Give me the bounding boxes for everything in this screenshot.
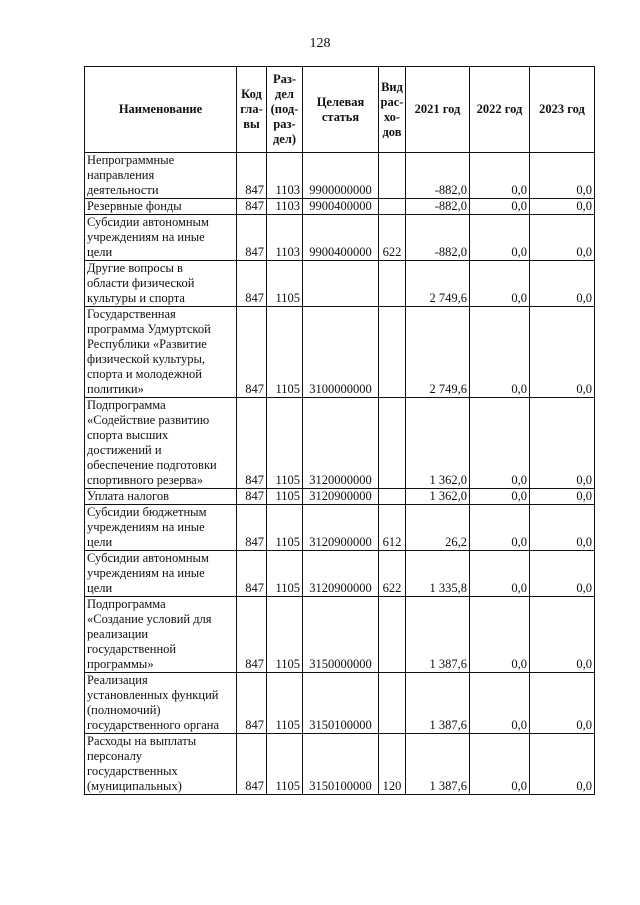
amount-2021-cell: -882,0 — [406, 215, 470, 261]
amount-2021-cell: -882,0 — [406, 199, 470, 215]
row-name-line: персоналу — [87, 749, 143, 763]
page-number: 128 — [309, 36, 331, 51]
section-cell: 1105 — [267, 261, 303, 307]
row-name-line: Другие вопросы в — [87, 261, 183, 275]
section-cell: 1105 — [267, 398, 303, 489]
target-cell: 3120900000 — [303, 551, 379, 597]
amount-2021-cell: 2 749,6 — [406, 261, 470, 307]
amount-2022-cell: 0,0 — [470, 261, 530, 307]
amount-2023-cell: 0,0 — [530, 673, 595, 734]
target-cell: 9900400000 — [303, 215, 379, 261]
row-name-line: физической культуры, — [87, 352, 205, 366]
row-name-line: учреждениям на иные — [87, 520, 205, 534]
table-row — [85, 261, 595, 307]
amount-2023-cell: 0,0 — [530, 398, 595, 489]
row-name-line: Реализация — [87, 673, 148, 687]
row-name-cell — [85, 261, 237, 307]
table-row — [85, 398, 595, 489]
row-name-cell — [85, 597, 237, 673]
section-cell: 1105 — [267, 307, 303, 398]
type-cell — [379, 398, 406, 489]
header-line: (под- — [270, 102, 299, 116]
header-2022: 2022 год — [470, 67, 530, 153]
target-cell — [303, 261, 379, 307]
amount-2023-cell: 0,0 — [530, 551, 595, 597]
row-name-line: Субсидии автономным — [87, 215, 209, 229]
code-cell: 847 — [237, 153, 267, 199]
row-name-line: Расходы на выплаты — [87, 734, 197, 748]
amount-2022-cell: 0,0 — [470, 398, 530, 489]
row-name-line: обеспечение подготовки — [87, 458, 217, 472]
header-target — [303, 67, 379, 153]
target-cell: 3150000000 — [303, 597, 379, 673]
table-row — [85, 597, 595, 673]
row-name-line: реализации — [87, 627, 149, 641]
target-cell: 9900400000 — [303, 199, 379, 215]
amount-2021-cell: 1 335,8 — [406, 551, 470, 597]
row-name-line: политики» — [87, 382, 144, 396]
row-name-line: Подпрограмма — [87, 398, 166, 412]
row-name-line: государственного органа — [87, 718, 220, 732]
code-cell: 847 — [237, 307, 267, 398]
row-name-line: Республики «Развитие — [87, 337, 207, 351]
row-name-line: спорта и молодежной — [87, 367, 202, 381]
row-name-cell — [85, 551, 237, 597]
table-row — [85, 551, 595, 597]
row-name-line: Резервные фонды — [87, 199, 182, 213]
type-cell — [379, 199, 406, 215]
section-cell: 1105 — [267, 673, 303, 734]
row-name-cell — [85, 307, 237, 398]
amount-2021-cell: 26,2 — [406, 505, 470, 551]
header-name: Наименование — [85, 67, 237, 153]
header-line: дел — [275, 87, 294, 101]
amount-2023-cell: 0,0 — [530, 199, 595, 215]
header-line: дов — [382, 124, 402, 139]
amount-2022-cell: 0,0 — [470, 673, 530, 734]
row-name-line: «Создание условий для — [87, 612, 212, 626]
row-name-cell — [85, 398, 237, 489]
code-cell: 847 — [237, 215, 267, 261]
row-name-line: государственных — [87, 764, 178, 778]
row-name-line: (полномочий) — [87, 703, 161, 717]
section-cell: 1103 — [267, 199, 303, 215]
amount-2022-cell: 0,0 — [470, 215, 530, 261]
code-cell: 847 — [237, 505, 267, 551]
row-name-line: учреждениям на иные — [87, 566, 205, 580]
row-name-line: учреждениям на иные — [87, 230, 205, 244]
code-cell: 847 — [237, 261, 267, 307]
header-line: гла- — [240, 102, 263, 116]
amount-2023-cell: 0,0 — [530, 307, 595, 398]
amount-2021-cell: 1 387,6 — [406, 673, 470, 734]
header-line: Вид — [381, 79, 403, 94]
amount-2023-cell: 0,0 — [530, 215, 595, 261]
row-name-line: программы» — [87, 657, 154, 671]
row-name-cell — [85, 505, 237, 551]
row-name-line: цели — [87, 581, 113, 595]
amount-2021-cell: 1 362,0 — [406, 398, 470, 489]
section-cell: 1105 — [267, 734, 303, 795]
header-line: дел) — [272, 132, 297, 146]
table-body — [85, 153, 595, 795]
header-line: вы — [243, 117, 260, 131]
code-cell: 847 — [237, 734, 267, 795]
target-cell: 3120900000 — [303, 489, 379, 505]
amount-2023-cell: 0,0 — [530, 505, 595, 551]
row-name-line: Подпрограмма — [87, 597, 166, 611]
amount-2022-cell: 0,0 — [470, 153, 530, 199]
type-cell: 612 — [379, 505, 406, 551]
table-row — [85, 505, 595, 551]
row-name-line: установленных функций — [87, 688, 219, 702]
header-line: Код — [241, 87, 262, 101]
header-line: статья — [321, 109, 360, 124]
target-cell: 3150100000 — [303, 673, 379, 734]
table-row — [85, 153, 595, 199]
row-name-line: Уплата налогов — [87, 489, 169, 503]
header-2023: 2023 год — [530, 67, 595, 153]
row-name-line: (муниципальных) — [87, 779, 182, 793]
amount-2021-cell: 1 362,0 — [406, 489, 470, 505]
type-cell — [379, 673, 406, 734]
amount-2023-cell: 0,0 — [530, 734, 595, 795]
row-name-line: программа Удмуртской — [87, 322, 211, 336]
target-cell: 3120000000 — [303, 398, 379, 489]
amount-2022-cell: 0,0 — [470, 505, 530, 551]
section-cell: 1105 — [267, 489, 303, 505]
target-cell: 3150100000 — [303, 734, 379, 795]
row-name-line: цели — [87, 535, 113, 549]
type-cell: 622 — [379, 215, 406, 261]
type-cell — [379, 597, 406, 673]
header-line: рас- — [380, 94, 404, 109]
header-line: хо- — [383, 109, 401, 124]
amount-2022-cell: 0,0 — [470, 734, 530, 795]
row-name-cell — [85, 489, 237, 505]
row-name-line: деятельности — [87, 183, 159, 197]
row-name-cell — [85, 734, 237, 795]
amount-2022-cell: 0,0 — [470, 597, 530, 673]
amount-2023-cell: 0,0 — [530, 153, 595, 199]
header-line: раз- — [273, 117, 296, 131]
row-name-cell — [85, 199, 237, 215]
amount-2021-cell: 1 387,6 — [406, 597, 470, 673]
code-cell: 847 — [237, 199, 267, 215]
row-name-line: Государственная — [87, 307, 176, 321]
row-name-line: «Содействие развитию — [87, 413, 210, 427]
row-name-line: Субсидии бюджетным — [87, 505, 207, 519]
code-cell: 847 — [237, 551, 267, 597]
table-row — [85, 199, 595, 215]
row-name-line: Непрограммные — [87, 153, 175, 167]
amount-2023-cell: 0,0 — [530, 261, 595, 307]
target-cell: 3120900000 — [303, 505, 379, 551]
table-header-row — [85, 67, 595, 153]
section-cell: 1103 — [267, 153, 303, 199]
row-name-line: Субсидии автономным — [87, 551, 209, 565]
code-cell: 847 — [237, 597, 267, 673]
type-cell: 622 — [379, 551, 406, 597]
amount-2023-cell: 0,0 — [530, 489, 595, 505]
type-cell — [379, 261, 406, 307]
type-cell — [379, 307, 406, 398]
header-2021: 2021 год — [406, 67, 470, 153]
header-section — [267, 67, 303, 153]
header-line: Раз- — [272, 72, 297, 86]
row-name-line: государственной — [87, 642, 177, 656]
amount-2021-cell: 1 387,6 — [406, 734, 470, 795]
code-cell: 847 — [237, 673, 267, 734]
budget-table — [84, 66, 595, 795]
amount-2022-cell: 0,0 — [470, 551, 530, 597]
section-cell: 1103 — [267, 215, 303, 261]
amount-2023-cell: 0,0 — [530, 597, 595, 673]
row-name-line: цели — [87, 245, 113, 259]
header-code — [237, 67, 267, 153]
type-cell: 120 — [379, 734, 406, 795]
amount-2022-cell: 0,0 — [470, 307, 530, 398]
row-name-line: спортивного резерва» — [87, 473, 203, 487]
amount-2021-cell: 2 749,6 — [406, 307, 470, 398]
target-cell: 9900000000 — [303, 153, 379, 199]
table-row — [85, 215, 595, 261]
row-name-cell — [85, 215, 237, 261]
table-row — [85, 734, 595, 795]
section-cell: 1105 — [267, 505, 303, 551]
header-line: Целевая — [316, 94, 365, 109]
section-cell: 1105 — [267, 551, 303, 597]
row-name-line: спорта высших — [87, 428, 169, 442]
row-name-line: направления — [87, 168, 155, 182]
table-row — [85, 307, 595, 398]
amount-2022-cell: 0,0 — [470, 489, 530, 505]
table-row — [85, 489, 595, 505]
row-name-line: области физической — [87, 276, 195, 290]
code-cell: 847 — [237, 489, 267, 505]
row-name-line: культуры и спорта — [87, 291, 185, 305]
amount-2022-cell: 0,0 — [470, 199, 530, 215]
header-type — [379, 67, 406, 153]
row-name-cell — [85, 153, 237, 199]
row-name-cell — [85, 673, 237, 734]
type-cell — [379, 489, 406, 505]
code-cell: 847 — [237, 398, 267, 489]
amount-2021-cell: -882,0 — [406, 153, 470, 199]
row-name-line: достижений и — [87, 443, 162, 457]
type-cell — [379, 153, 406, 199]
table-row — [85, 673, 595, 734]
target-cell: 3100000000 — [303, 307, 379, 398]
section-cell: 1105 — [267, 597, 303, 673]
